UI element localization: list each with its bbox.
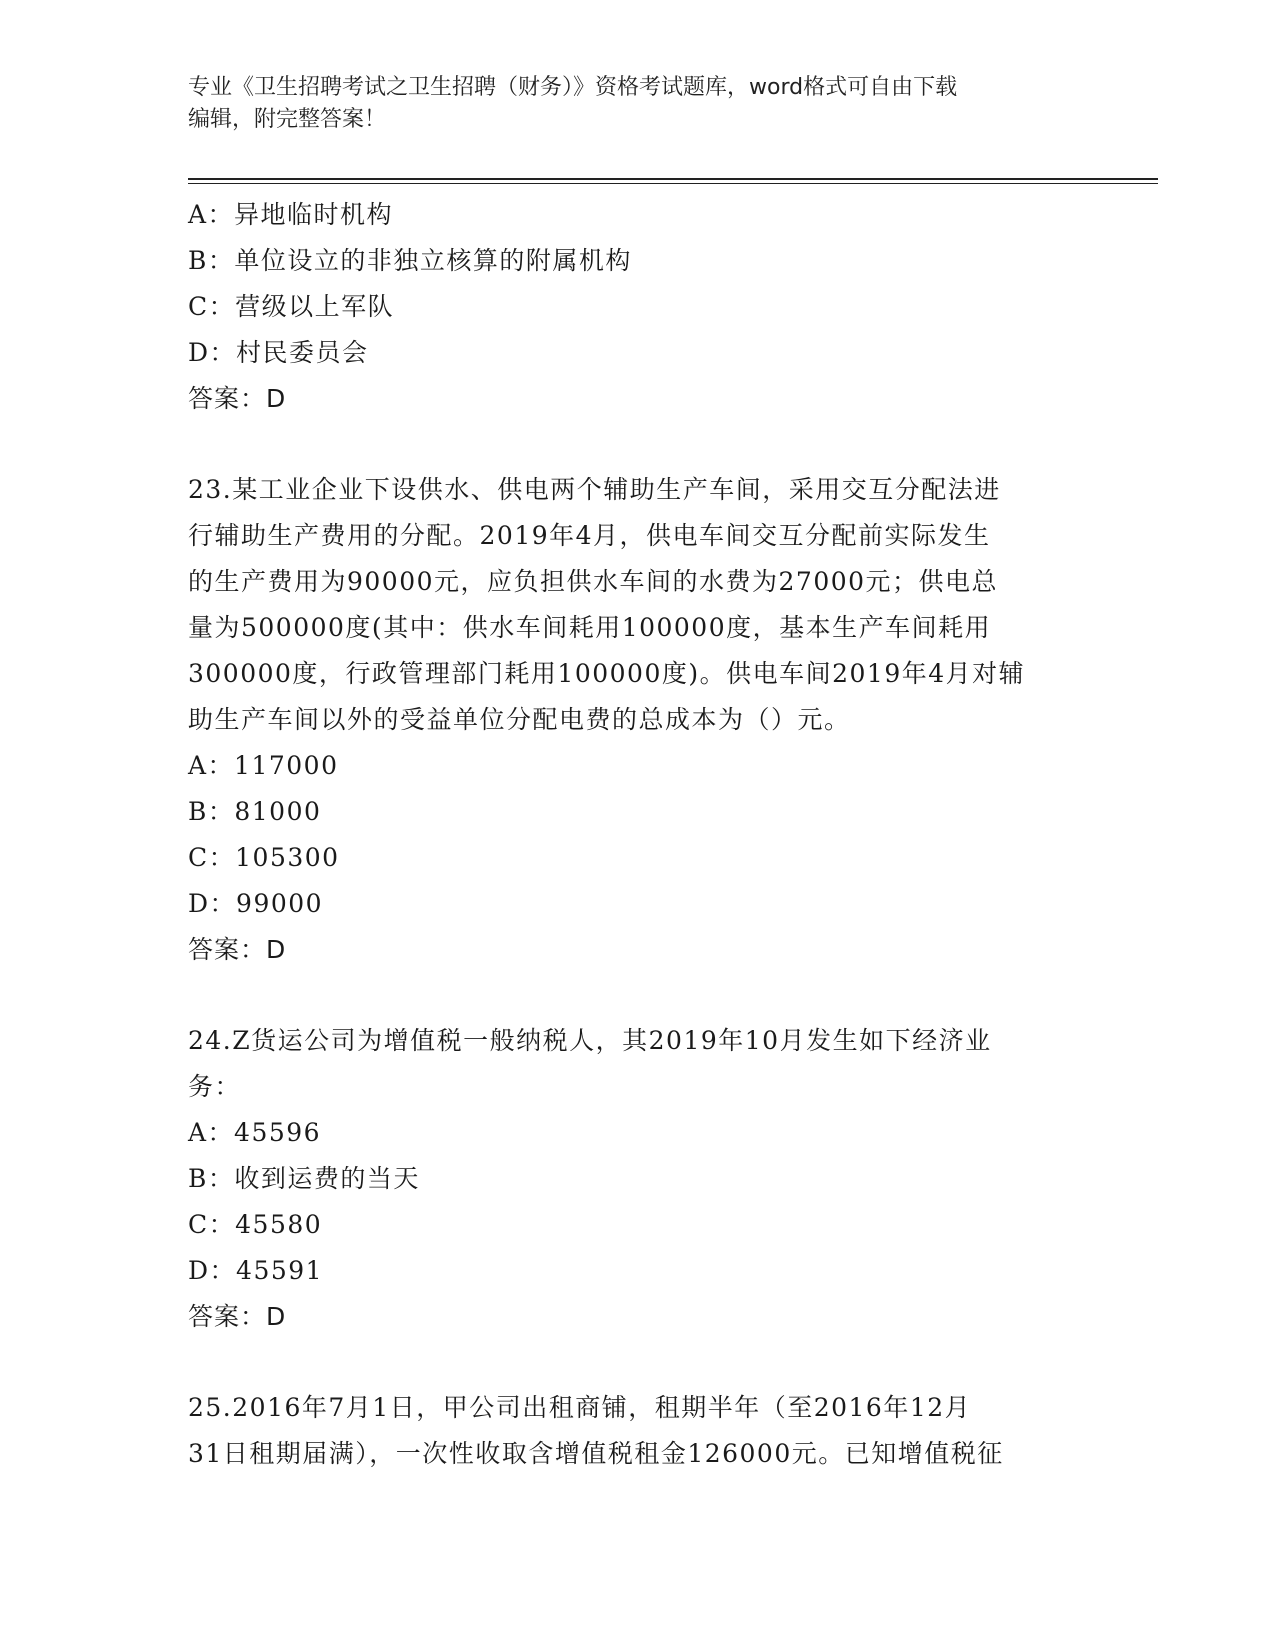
option-a: A：117000 (188, 751, 339, 780)
option-c: C：105300 (188, 843, 340, 872)
question-24 (188, 1018, 1088, 1340)
question-text-line: 24.Z货运公司为增值税一般纳税人，其2019年10月发生如下经济业 (188, 1026, 992, 1055)
header-rule-thin (188, 183, 1158, 184)
option-a: A：45596 (188, 1118, 322, 1147)
document-body (188, 192, 1088, 1477)
question-text-line: 25.2016年7月1日，甲公司出租商铺，租期半年（至2016年12月 (188, 1393, 972, 1422)
header-line-2: 编辑，附完整答案！ (188, 107, 387, 132)
question-text-line: 务： (188, 1072, 242, 1101)
question-text-line: 行辅助生产费用的分配。2019年4月，供电车间交互分配前实际发生 (188, 521, 991, 550)
question-23 (188, 467, 1088, 973)
question-text-line: 的生产费用为90000元，应负担供水车间的水费为27000元；供电总 (188, 567, 999, 596)
answer: 答案：D (188, 384, 287, 413)
document-header (188, 72, 1088, 136)
question-text-line: 23.某工业企业下设供水、供电两个辅助生产车间，采用交互分配法进 (188, 475, 1001, 504)
question-25 (188, 1385, 1088, 1477)
header-line-1: 专业《卫生招聘考试之卫生招聘（财务）》资格考试题库，word格式可自由下载 (188, 75, 958, 100)
question-22-options (188, 192, 1088, 422)
question-text-line: 助生产车间以外的受益单位分配电费的总成本为（）元。 (188, 705, 851, 734)
question-text-line: 量为500000度(其中：供水车间耗用100000度，基本生产车间耗用 (188, 613, 992, 642)
option-d: D：99000 (188, 889, 324, 918)
option-b: B：单位设立的非独立核算的附属机构 (188, 246, 632, 275)
option-d: D：村民委员会 (188, 338, 369, 367)
question-text-line: 300000度，行政管理部门耗用100000度)。供电车间2019年4月对辅 (188, 659, 1026, 688)
option-b: B：81000 (188, 797, 322, 826)
option-d: D：45591 (188, 1256, 324, 1285)
option-c: C：45580 (188, 1210, 323, 1239)
header-rule-thick (188, 178, 1158, 180)
option-c: C：营级以上军队 (188, 292, 395, 321)
answer: 答案：D (188, 935, 287, 964)
answer: 答案：D (188, 1302, 287, 1331)
option-b: B：收到运费的当天 (188, 1164, 420, 1193)
option-a: A：异地临时机构 (188, 200, 394, 229)
question-text-line: 31日租期届满），一次性收取含增值税租金126000元。已知增值税征 (188, 1439, 1004, 1468)
